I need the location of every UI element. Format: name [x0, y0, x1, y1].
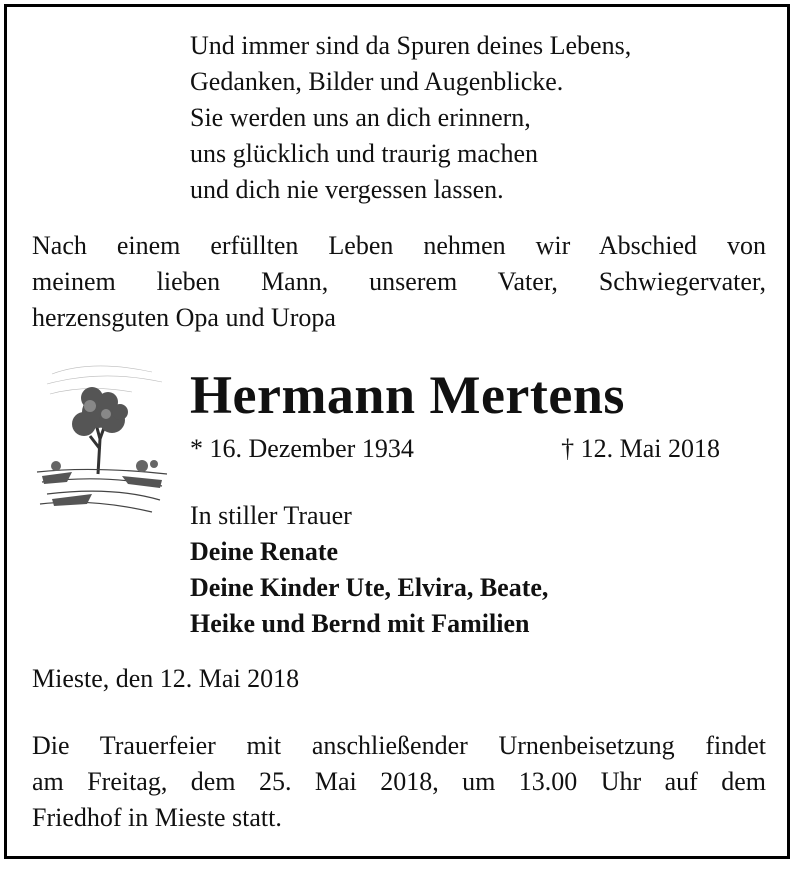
- deceased-name: Hermann Mertens: [190, 365, 625, 425]
- poem-line: Sie werden uns an dich erinnern,: [190, 103, 531, 132]
- poem-line: und dich nie vergessen lassen.: [190, 175, 504, 204]
- intro-line: meinem lieben Mann, unserem Vater, Schwiegervater,: [32, 267, 766, 296]
- birth-date: * 16. Dezember 1934: [190, 434, 414, 463]
- funeral-line: Die Trauerfeier mit anschließender Urnenbeisetzung findet: [32, 731, 766, 760]
- funeral-line: am Freitag, dem 25. Mai 2018, um 13.00 Uhr auf dem: [32, 767, 766, 796]
- mourners: [190, 498, 548, 642]
- intro-line: herzensguten Opa und Uropa: [32, 303, 336, 332]
- mourner-line: Deine Kinder Ute, Elvira, Beate,: [190, 573, 549, 602]
- funeral-line: Friedhof in Mieste statt.: [32, 803, 282, 832]
- place-date: Mieste, den 12. Mai 2018: [32, 664, 300, 693]
- intro-line: Nach einem erfüllten Leben nehmen wir Abschied von: [32, 231, 766, 260]
- poem-line: Gedanken, Bilder und Augenblicke.: [190, 67, 564, 96]
- life-dates: [190, 434, 720, 464]
- mourning-intro: In stiller Trauer: [190, 501, 352, 530]
- mourner-line: Heike und Bernd mit Familien: [190, 609, 530, 638]
- mourner-line: Deine Renate: [190, 537, 339, 566]
- death-date: † 12. Mai 2018: [561, 434, 720, 463]
- poem-line: Und immer sind da Spuren deines Lebens,: [190, 31, 632, 60]
- poem-line: uns glücklich und traurig machen: [190, 139, 539, 168]
- poem: [190, 28, 631, 208]
- funeral-info: [32, 728, 766, 836]
- tree-illustration: [32, 354, 172, 519]
- intro-text: [32, 228, 766, 336]
